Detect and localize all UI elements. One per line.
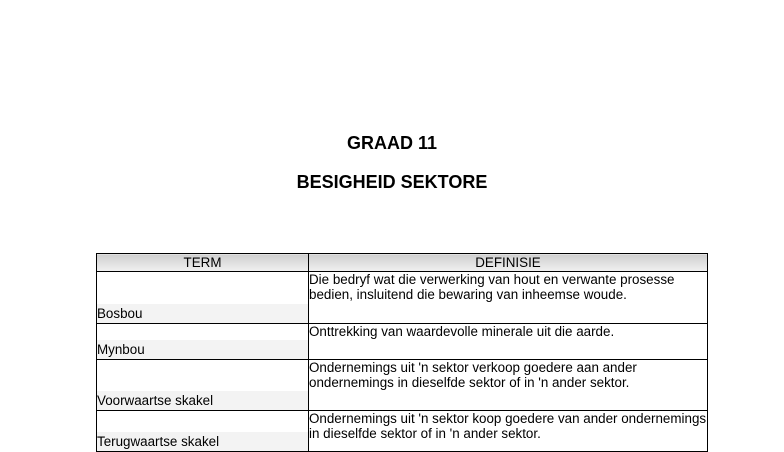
term-cell <box>97 360 309 411</box>
term-cell <box>97 324 309 360</box>
definition-cell: Ondernemings uit 'n sektor verkoop goedere aan ander ondernemings in dieselfde sektor of in 'n ander sektor. <box>309 360 708 411</box>
term-column-header: TERM <box>97 254 309 272</box>
table-row <box>97 411 708 452</box>
term-text: Voorwaartse skakel <box>97 391 308 410</box>
table-header-row <box>97 254 708 272</box>
terms-table <box>96 253 708 452</box>
term-text: Mynbou <box>97 340 308 359</box>
subject-heading: BESIGHEID SEKTORE <box>296 172 488 192</box>
term-cell <box>97 272 309 324</box>
definition-column-header: DEFINISIE <box>309 254 708 272</box>
definition-cell: Ondernemings uit 'n sektor koop goedere van ander ondernemings in dieselfde sektor of in 'n ander sektor. <box>309 411 708 452</box>
term-text: Terugwaartse skakel <box>97 432 308 451</box>
table-row <box>97 324 708 360</box>
grade-heading: GRAAD 11 <box>346 133 438 153</box>
definition-cell: Onttrekking van waardevolle minerale uit die aarde. <box>309 324 708 360</box>
table-row <box>97 360 708 411</box>
table-row <box>97 272 708 324</box>
term-text: Bosbou <box>97 304 308 323</box>
definition-cell: Die bedryf wat die verwerking van hout en verwante prosesse bedien, insluitend die bewaring van inheemse woude. <box>309 272 708 324</box>
term-cell <box>97 411 309 452</box>
